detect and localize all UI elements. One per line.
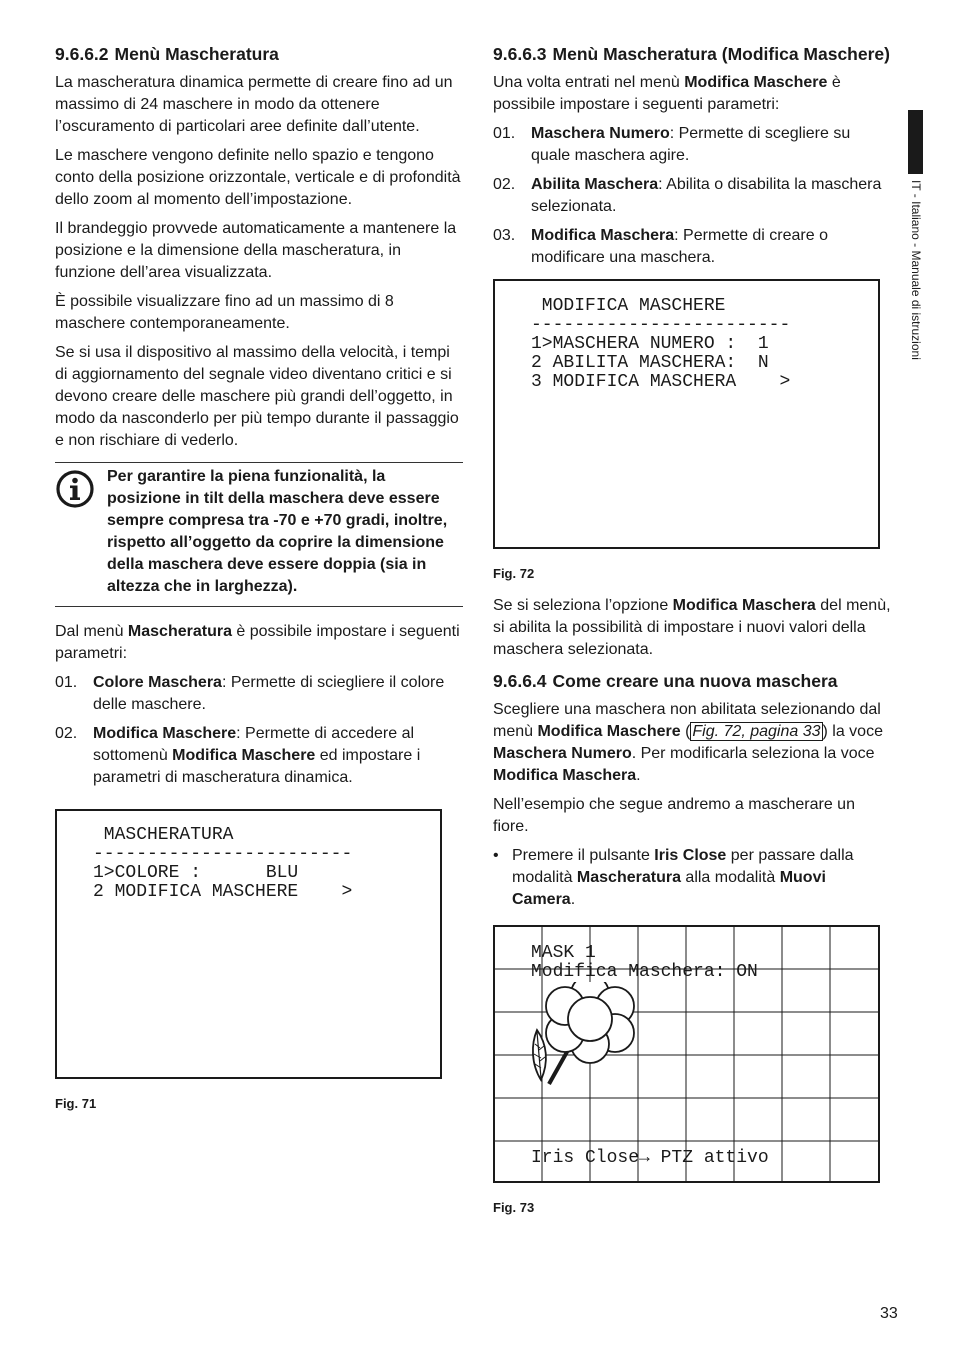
list-item: 01. Colore Maschera: Permette di sciegliere il colore delle maschere. (55, 674, 445, 713)
figure-caption: Fig. 72 (493, 566, 535, 581)
note-text: Per garantire la piena funzionalità, la posizione in tilt della maschera deve essere sempre compresa tra -70 e +70 gradi, inoltre, rispetto all’oggetto da coprire la dimensione della maschera deve essere doppia (sia in altezza che in larghezza). (107, 468, 448, 595)
osd-line: ------------------------ (93, 844, 353, 864)
parameter-list (493, 123, 893, 269)
info-note (55, 462, 463, 607)
paragraph: Se si usa il dispositivo al massimo della velocità, i tempi di aggiornamento del segnale video diventano critici e si devono creare delle maschere più grandi dell’oggetto, in modo da nasconderlo per più tempo durante il passaggio e non rischiare di vederlo. (55, 344, 459, 449)
list-item: 02. Abilita Maschera: Abilita o disabilita la maschera selezionata. (493, 176, 882, 215)
osd-line: Iris Close→ PTZ attivo (531, 1148, 769, 1168)
info-icon (55, 469, 95, 509)
section-heading-9663: 9.6.6.3 Menù Mascheratura (Modifica Maschere) (493, 44, 890, 64)
list-item: 03. Modifica Maschera: Permette di creare o modificare una maschera. (493, 227, 828, 266)
section-heading-9664: 9.6.6.4 Come creare una nuova maschera (493, 671, 838, 691)
page-number: 33 (880, 1305, 898, 1322)
osd-line: MASK 1 (531, 943, 596, 963)
bullet-item: • Premere il pulsante Iris Close per passare dalla modalità Mascheratura alla modalità Muovi Camera. (493, 847, 854, 908)
figure-caption: Fig. 73 (493, 1200, 535, 1215)
osd-line: MASCHERATURA (93, 825, 234, 845)
osd-screen-mascheratura (55, 809, 442, 1079)
osd-line: ------------------------ (531, 315, 791, 335)
list-item: 01. Maschera Numero: Permette di scegliere su quale maschera agire. (493, 125, 851, 164)
paragraph: Le maschere vengono definite nello spazio e tengono conto della posizione orizzontale, verticale e di profondità dello zoom al momento dell’impostazione. (55, 147, 461, 208)
osd-line: 1>MASCHERA NUMERO : 1 (531, 334, 769, 354)
paragraph: Scegliere una maschera non abilitata selezionando dal menù Modifica Maschere ( Fig. 72, pagina 33 ) la voce Maschera Numero. Per modificarla seleziona la voce Modifica Maschera. (493, 701, 883, 784)
section-heading-9662: 9.6.6.2 Menù Mascheratura (55, 44, 279, 64)
figure-caption: Fig. 71 (55, 1096, 97, 1111)
paragraph: La mascheratura dinamica permette di creare fino ad un massimo di 24 maschere in modo da ottenere l’oscuramento di particolari aree definite dall’utente. (55, 74, 453, 135)
left-column (55, 42, 463, 1115)
list-item: 02. Modifica Maschere: Permette di accedere al sottomenù Modifica Maschere ed impostare i parametri di mascheratura dinamica. (55, 725, 421, 786)
paragraph: Dal menù Mascheratura è possibile impostare i seguenti parametri: (55, 623, 460, 662)
flower-icon (529, 982, 649, 1112)
paragraph: Il brandeggio provvede automaticamente a mantenere la posizione e la dimensione della mascheratura, in funzione dell’area visualizzata. (55, 220, 457, 281)
osd-line: 2 MODIFICA MASCHERE > (93, 882, 353, 902)
parameter-list (55, 672, 463, 789)
osd-line: 2 ABILITA MASCHERA: N (531, 353, 769, 373)
osd-line: MODIFICA MASCHERE (531, 296, 726, 316)
sidebar-tab (908, 110, 923, 174)
paragraph: Nell’esempio che segue andremo a mascherare un fiore. (493, 796, 855, 835)
osd-line: 1>COLORE : BLU (93, 863, 299, 883)
osd-screen-modifica-maschere (493, 279, 880, 549)
paragraph: Se si seleziona l’opzione Modifica Maschera del menù, si abilita la possibilità di impostare i nuovi valori della maschera selezionata. (493, 597, 891, 658)
sidebar-language-label: IT - Italiano - Manuale di istruzioni (909, 180, 923, 360)
figure-link[interactable]: Fig. 72, pagina 33 (692, 723, 821, 740)
osd-screen-mask-grid (493, 925, 880, 1183)
paragraph: È possibile visualizzare fino ad un massimo di 8 maschere contemporaneamente. (55, 293, 394, 332)
right-column (493, 42, 893, 1219)
paragraph: Una volta entrati nel menù Modifica Maschere è possibile impostare i seguenti parametri: (493, 74, 841, 113)
osd-line: Modifica Maschera: ON (531, 962, 758, 982)
osd-line: 3 MODIFICA MASCHERA > (531, 372, 791, 392)
